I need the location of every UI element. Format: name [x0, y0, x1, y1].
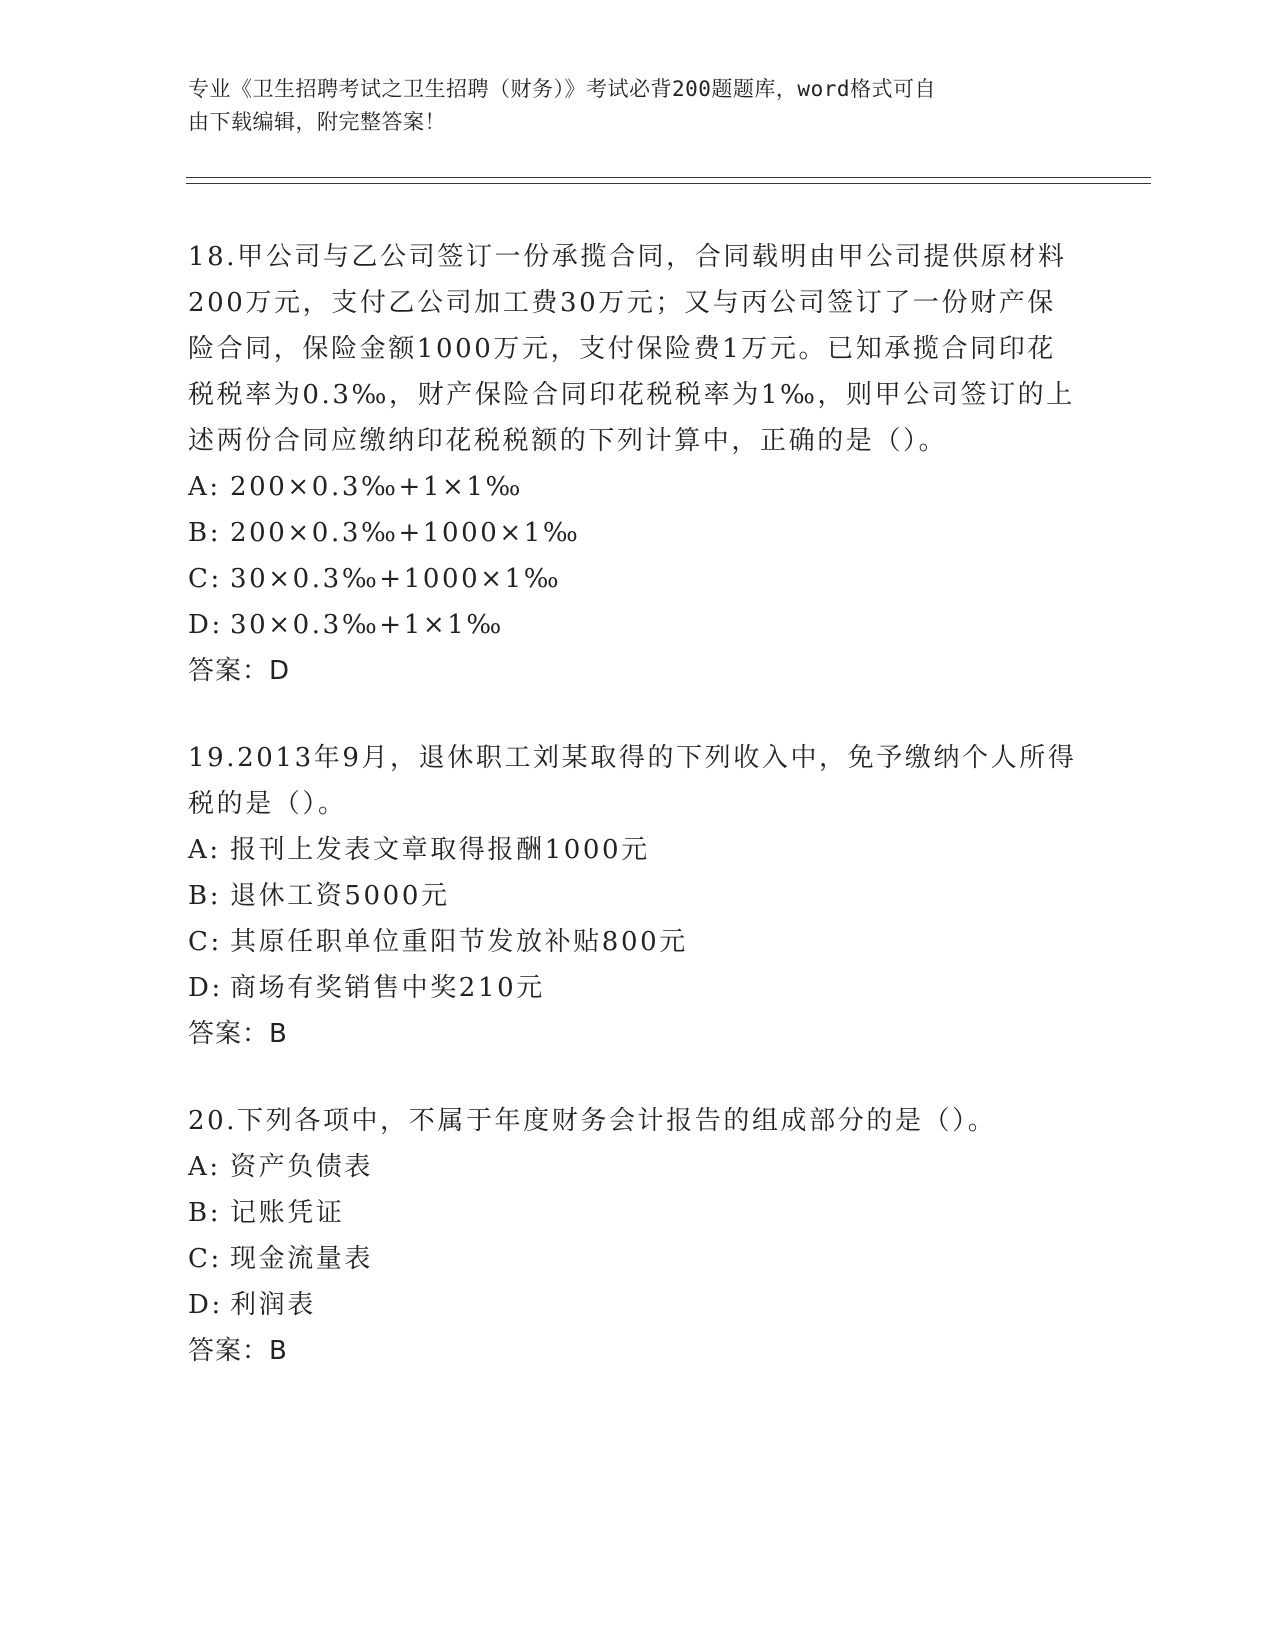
question-stem [188, 735, 1088, 827]
stem-line: 20.下列各项中，不属于年度财务会计报告的组成部分的是（）。 [188, 1106, 997, 1136]
option-d [188, 1282, 1088, 1328]
option-c [188, 1236, 1088, 1282]
option-text: 其原任职单位重阳节发放补贴800元 [230, 927, 688, 957]
stem-line: 税的是（）。 [188, 789, 347, 819]
stem-line: 险合同，保险金额1000万元，支付保险费1万元。已知承揽合同印花 [188, 334, 1056, 364]
answer-line: 答案：B [188, 1336, 288, 1366]
option-label: C: [188, 1244, 222, 1274]
option-a [188, 1144, 1088, 1190]
option-text: 200×0.3‰+1×1‰ [230, 472, 523, 502]
option-text: 记账凭证 [230, 1198, 345, 1228]
stem-line: 18.甲公司与乙公司签订一份承揽合同，合同载明由甲公司提供原材料 [188, 242, 1067, 272]
option-d [188, 602, 1088, 648]
option-b [188, 510, 1088, 556]
option-a [188, 464, 1088, 510]
option-text: 30×0.3‰+1×1‰ [230, 610, 504, 640]
option-c [188, 919, 1088, 965]
option-label: B: [188, 1198, 222, 1228]
option-label: B: [188, 518, 222, 548]
option-label: A: [188, 835, 221, 865]
stem-line: 税税率为0.3‰，财产保险合同印花税税率为1‰，则甲公司签订的上 [188, 380, 1075, 410]
header-line-1: 专业《卫生招聘考试之卫生招聘（财务）》考试必背200题题库，word格式可自 [188, 77, 936, 101]
option-label: A: [188, 1152, 221, 1182]
option-label: B: [188, 881, 222, 911]
option-text: 退休工资5000元 [230, 881, 450, 911]
question-18 [188, 234, 1088, 694]
option-b [188, 873, 1088, 919]
document-header [188, 73, 1068, 139]
question-stem [188, 1098, 1088, 1144]
header-line-2: 由下载编辑，附完整答案！ [188, 110, 446, 134]
option-text: 报刊上发表文章取得报酬1000元 [230, 835, 650, 865]
option-text: 资产负债表 [230, 1152, 374, 1182]
stem-line: 19.2013年9月，退休职工刘某取得的下列收入中，免予缴纳个人所得 [188, 743, 1077, 773]
option-text: 30×0.3‰+1000×1‰ [230, 564, 562, 594]
answer-line: 答案：B [188, 1019, 288, 1049]
option-label: D: [188, 973, 223, 1003]
option-text: 200×0.3‰+1000×1‰ [230, 518, 581, 548]
option-text: 利润表 [230, 1290, 316, 1320]
option-label: D: [188, 610, 223, 640]
question-stem [188, 234, 1088, 464]
option-label: A: [188, 472, 221, 502]
option-label: C: [188, 564, 222, 594]
option-text: 现金流量表 [230, 1244, 374, 1274]
option-label: C: [188, 927, 222, 957]
option-c [188, 556, 1088, 602]
option-text: 商场有奖销售中奖210元 [230, 973, 545, 1003]
option-b [188, 1190, 1088, 1236]
option-label: D: [188, 1290, 223, 1320]
answer-line: 答案：D [188, 656, 291, 686]
question-19 [188, 735, 1088, 1057]
question-20 [188, 1098, 1088, 1374]
stem-line: 述两份合同应缴纳印花税税额的下列计算中，正确的是（）。 [188, 426, 948, 456]
option-d [188, 965, 1088, 1011]
option-a [188, 827, 1088, 873]
stem-line: 200万元，支付乙公司加工费30万元；又与丙公司签订了一份财产保 [188, 288, 1056, 318]
header-divider-top [186, 177, 1151, 178]
header-divider-bottom [186, 183, 1151, 184]
